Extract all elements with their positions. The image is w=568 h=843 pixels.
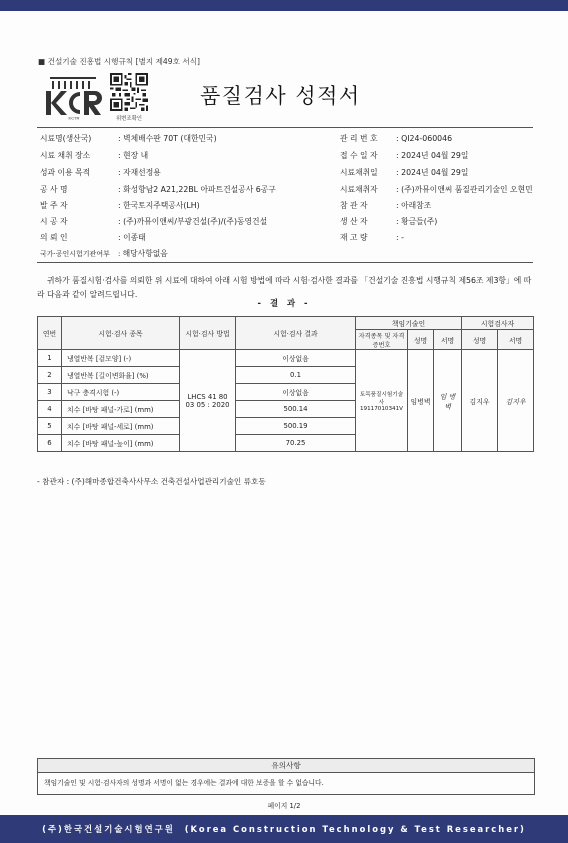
info-right-row: 접 수 일 자 : 2024년 04월 29일 [340, 151, 469, 160]
tech-signature: 임 병 벽 [434, 350, 462, 452]
header-tech-qual: 자격종목 및 자격증번호 [356, 330, 408, 350]
info-right-row: 참 관 자 : 아래참조 [340, 201, 432, 210]
info-left-row: 성과 이용 목적 : 자재선정용 [40, 168, 161, 177]
header-item: 시험·검사 종목 [62, 317, 180, 350]
header-tech-name: 성명 [408, 330, 434, 350]
table-row: 4 치수 [바탕 패널-가로] (mm) 500.14 [38, 401, 534, 418]
caution-title: 유의사항 [38, 759, 534, 773]
info-left-row: 시료명(생산국) : 벽체배수판 70T (대한민국) [40, 134, 217, 143]
form-note [38, 56, 200, 67]
observer-reference: - 참관자 : (주)해마종합건축사사무소 건축건설사업관리기술인 류호동 [37, 477, 266, 486]
header-method: 시험·검사 방법 [180, 317, 236, 350]
info-left-row: 의 뢰 인 : 이종태 [40, 233, 146, 242]
table-row: 5 치수 [바탕 패널-세로] (mm) 500.19 [38, 418, 534, 435]
info-top-rule [37, 127, 533, 128]
qr-code-icon[interactable] [110, 73, 148, 111]
footer-brand-bar [0, 815, 568, 843]
results-table [37, 316, 534, 452]
table-row: 2 냉열반복 [길이변화율] (%) 0.1 [38, 367, 534, 384]
info-right-row: 재 고 량 : - [340, 233, 404, 242]
page-title: 품질검사 성적서 [200, 84, 361, 108]
info-left-row: 공 사 명 : 화성향남2 A21,22BL 아파트건설공사 6공구 [40, 185, 276, 194]
intro-paragraph: 귀하가 품질시험·검사를 의뢰한 위 시료에 대하여 아래 시험 방법에 따라 시험·검사한 결과를 「건설기술 진흥법 시행규칙 제56조 제3항」에 따라 다음과 같이 알려드립니다. [37, 276, 532, 299]
table-row: 6 치수 [바탕 패널-높이] (mm) 70.25 [38, 435, 534, 452]
tech-name-cell: 임병벽 [408, 350, 434, 452]
header-tech-sign: 서명 [434, 330, 462, 350]
header-tester-name: 성명 [462, 330, 498, 350]
top-brand-bar [0, 0, 568, 11]
info-left-row: 시료 채취 장소 : 현장 내 [40, 151, 149, 160]
page-number: 페이지 1/2 [267, 802, 301, 810]
form-note-text: 건설기술 진흥법 시행규칙 [별지 제49호 서식] [47, 57, 200, 66]
kctr-logo-icon [44, 75, 104, 120]
table-row: 3 낙구 충격시험 (-) 이상없음 [38, 384, 534, 401]
qr-label: 위변조확인 [115, 116, 143, 122]
tech-qual-cell: 토목품질시험기술사 19117010341V [356, 350, 408, 452]
info-right-row: 시료채취일 : 2024년 04월 29일 [340, 168, 469, 177]
table-row: 1 냉열반복 [겉모양] (-) LHCS 41 80 03 05 : 2020 이상없음 토목품질시험기술사 19117010341V 임병벽 임 병 벽 김지우 김지우 [38, 350, 534, 367]
caution-body: 책임기술인 및 시험·검사자의 성명과 서명이 없는 경우에는 결과에 대한 보증을 할 수 없습니다. [44, 779, 324, 787]
caution-box [37, 758, 535, 795]
info-left-row: 국가·공인시험기관여부 : 해당사항없음 [40, 249, 168, 258]
header-tester-sign: 서명 [498, 330, 534, 350]
header-no: 연번 [38, 317, 62, 350]
logo-text: KCTR [68, 115, 80, 120]
form-marker: ■ [38, 57, 46, 66]
footer-text: (주)한국건설기술시험연구원 (Korea Construction Technology & Test Researcher) [42, 824, 526, 834]
info-left-row: 발 주 자 : 한국토지주택공사(LH) [40, 201, 200, 210]
info-right-row: 관 리 번 호 : QI24-060046 [340, 134, 453, 143]
tester-signature: 김지우 [498, 350, 534, 452]
tester-name-cell: 김지우 [462, 350, 498, 452]
info-right-row: 시료채취자 : (주)까뮤이앤씨 품질관리기술인 오현민 [340, 185, 533, 194]
method-cell: LHCS 41 80 03 05 : 2020 [180, 350, 236, 452]
info-left-row: 시 공 자 : (주)까뮤이앤씨/부광건설(주)/(주)동영건설 [40, 217, 268, 226]
result-title: - 결 과 - [257, 298, 311, 308]
header-result: 시험·검사 결과 [236, 317, 356, 350]
info-right-row: 생 산 자 : 황금들(주) [340, 217, 438, 226]
header-tech-group: 책임기술인 [356, 317, 462, 330]
info-bottom-rule [37, 262, 533, 263]
header-tester-group: 시험검사자 [462, 317, 534, 330]
